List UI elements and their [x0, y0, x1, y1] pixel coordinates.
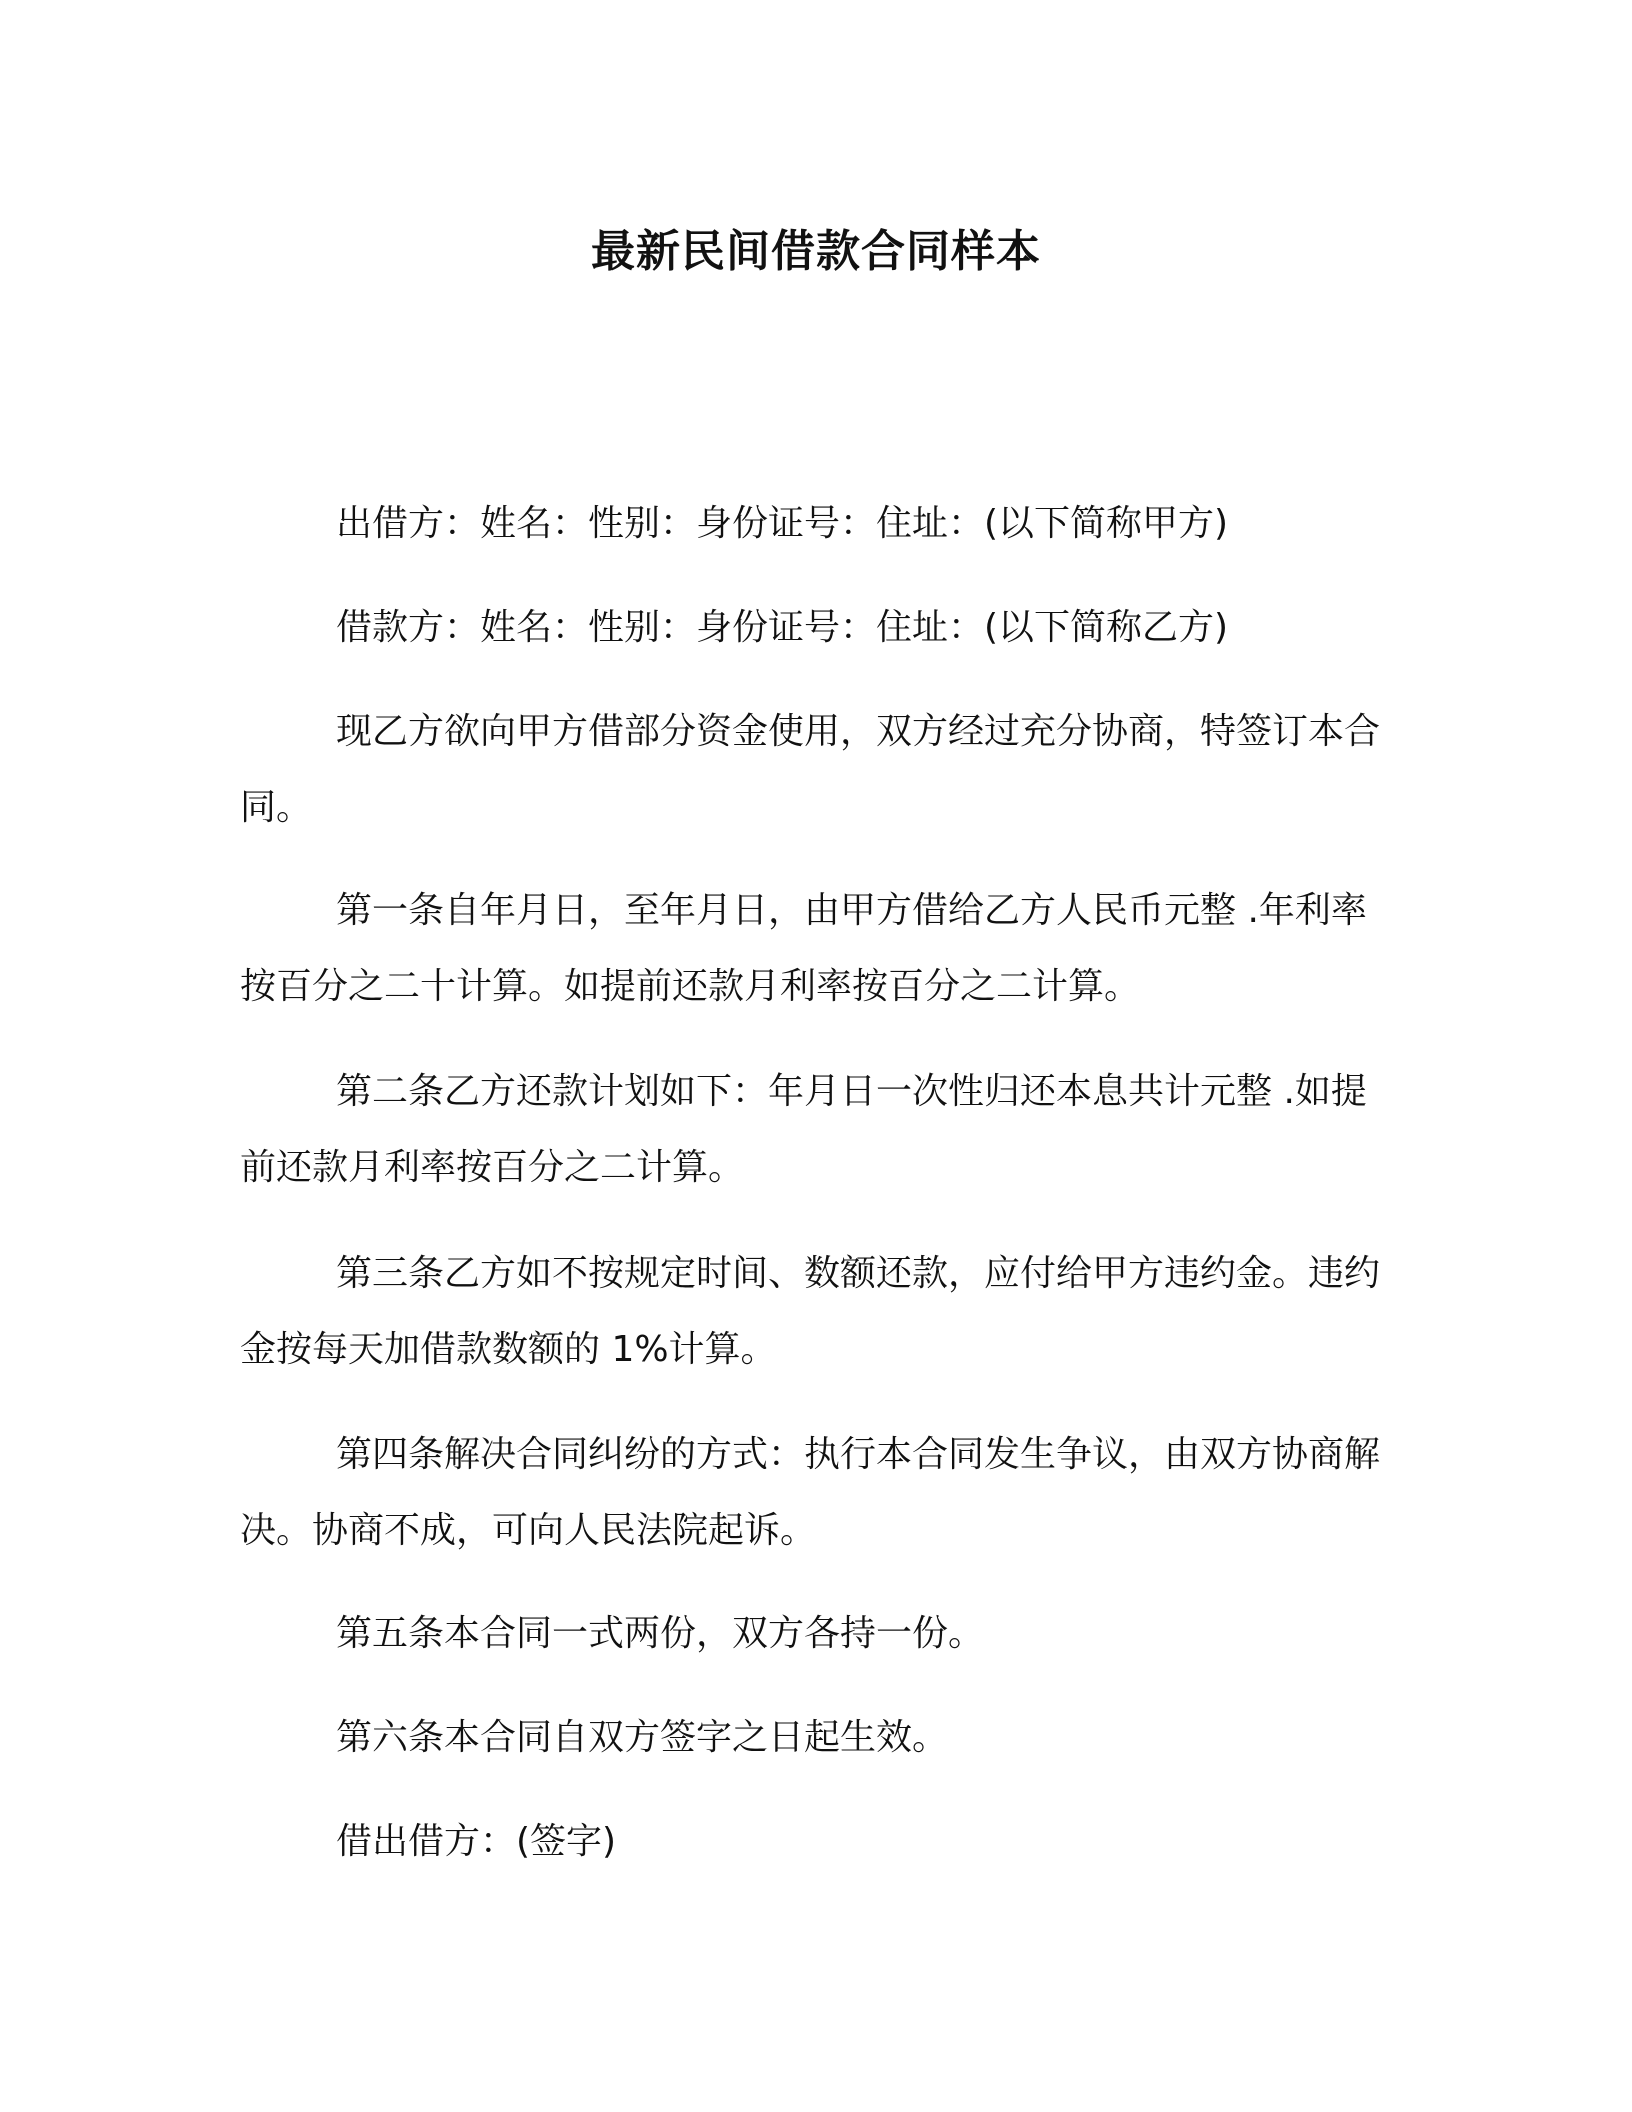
document-title: 最新民间借款合同样本: [591, 226, 1041, 277]
paragraph-signature: 借出借方：(签字): [336, 1821, 617, 1862]
paragraph-article-4: 第四条解决合同纠纷的方式：执行本合同发生争议，由双方协商解决。协商不成，可向人民法院起诉。: [240, 1434, 1381, 1551]
paragraph-lender: 出借方：姓名：性别：身份证号：住址：(以下简称甲方): [336, 503, 1229, 544]
paragraph-article-2: 第二条乙方还款计划如下：年月日一次性归还本息共计元整 .如提前还款月利率按百分之二计算。: [240, 1071, 1367, 1188]
paragraph-article-5: 第五条本合同一式两份，双方各持一份。: [336, 1613, 985, 1654]
paragraph-preamble: 现乙方欲向甲方借部分资金使用，双方经过充分协商，特签订本合同。: [240, 711, 1381, 828]
paragraph-article-1: 第一条自年月日，至年月日，由甲方借给乙方人民币元整 .年利率按百分之二十计算。如提前还款月利率按百分之二计算。: [240, 890, 1367, 1007]
paragraph-article-6: 第六条本合同自双方签字之日起生效。: [336, 1717, 949, 1758]
paragraph-borrower: 借款方：姓名：性别：身份证号：住址：(以下简称乙方): [336, 607, 1229, 648]
paragraph-article-3: 第三条乙方如不按规定时间、数额还款，应付给甲方违约金。违约金按每天加借款数额的 1%计算。: [240, 1253, 1381, 1370]
